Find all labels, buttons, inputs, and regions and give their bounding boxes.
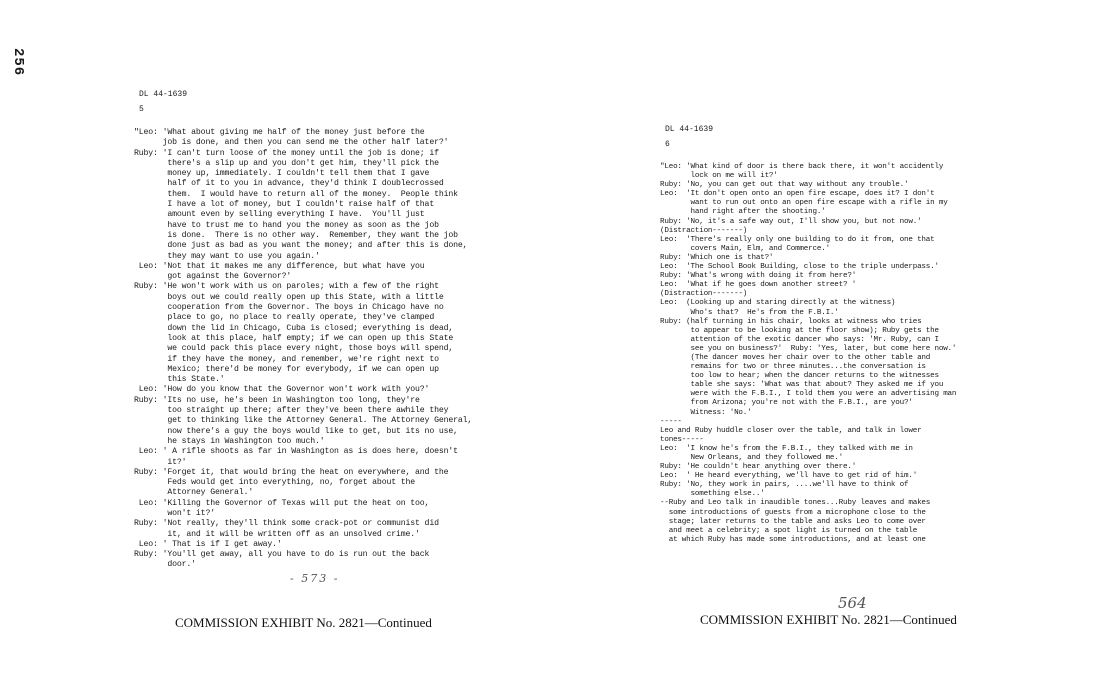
text-line: lock on me will it?' <box>660 172 778 181</box>
page-number: 256 <box>10 48 26 77</box>
text-line: (The dancer moves her chair over to the other table and <box>660 353 931 362</box>
text-line: Ruby: 'I can't turn loose of the money until the job is done; if <box>134 148 439 158</box>
text-line: half of it to you in advance, they'd think I doublecrossed <box>134 179 444 189</box>
text-line: hand right after the shooting.' <box>660 208 826 217</box>
text-line: "Leo: 'What about giving me half of the money just before the <box>134 128 425 137</box>
text-line: now there's a guy the boys would like to get, but its no use, <box>134 426 458 436</box>
handwritten-page-number: - 573 - <box>290 572 340 585</box>
text-line: they may want to use you again.' <box>134 251 320 261</box>
text-line: Leo: 'I know he's from the F.B.I., they talked with me in <box>660 444 913 453</box>
text-line: Ruby: 'You'll get away, all you have to do is run out the back <box>134 550 430 560</box>
text-line: Leo: (Looking up and staring directly at the witness) <box>660 299 896 308</box>
text-line: Feds would get into everything, no, forget about the <box>134 478 416 488</box>
text-line: New Orleans, and they followed me.' <box>660 454 843 462</box>
text-line: Ruby: 'No, you can get out that way without any trouble.' <box>660 181 909 190</box>
text-line: this State.' <box>134 375 225 385</box>
text-line: want to run out onto an open fire escape with a rifle in my <box>660 199 948 208</box>
text-line: see you on business?' Ruby: 'Yes, later, but come here now.' <box>660 344 957 353</box>
text-line: to appear to be looking at the floor show); Ruby gets the <box>660 326 939 335</box>
text-line: Leo: 'It don't open onto an open fire escape, does it? I don't <box>660 190 935 199</box>
text-line: Ruby: 'Not really, they'll think some crack-pot or communist did <box>134 519 439 529</box>
text-line: Leo: ' A rifle shoots as far in Washington as is does here, doesn't <box>134 447 458 457</box>
text-line: Attorney General.' <box>134 488 254 498</box>
text-line: Leo: 'The School Book Building, close to the triple underpass.' <box>660 263 939 272</box>
text-line: Leo: 'Not that it makes me any difference, but what have you <box>134 261 425 271</box>
text-line: done just as bad as you want the money; and after this is done, <box>134 241 468 251</box>
text-line: he stays in Washington too much.' <box>134 436 325 446</box>
text-line: amount even by selling everything I have. You'll just <box>134 210 425 220</box>
text-line: Ruby: 'He won't work with us on paroles; with a few of the right <box>134 282 439 292</box>
text-line: Who's that? He's from the F.B.I.' <box>660 308 839 317</box>
text-line: (Distraction-------) <box>660 226 748 235</box>
text-line: place to go, no place to really operate, they've clamped <box>134 313 435 323</box>
text-line: Leo: 'There's really only one building to do it from, one that <box>660 235 935 244</box>
text-line: tones----- <box>660 435 704 444</box>
text-line: Leo: 'How do you know that the Governor won't work with you?' <box>134 385 430 395</box>
right-page <box>660 125 1020 545</box>
text-line: Leo: 'What if he goes down another street? ' <box>660 281 857 290</box>
text-line: table she says: 'What was that about? They asked me if you <box>660 381 944 390</box>
text-line: some introductions of guests from a microphone close to the <box>660 508 926 517</box>
text-line: if they have the money, and remember, we're right next to <box>134 354 439 364</box>
transcript-text <box>660 163 1020 545</box>
text-line: Leo and Ruby huddle closer over the table, and talk in lower <box>660 426 922 435</box>
text-line: at which Ruby has made some introductions, and at least one <box>660 535 926 544</box>
text-line: "Leo: 'What kind of door is there back there, it won't accidently <box>660 163 944 171</box>
text-line: (Distraction-------) <box>660 290 748 299</box>
text-line: have to trust me to hand you the money as soon as the job <box>134 220 439 230</box>
text-line: Leo: ' That is if I get away.' <box>134 539 282 549</box>
page-marker: 5 <box>139 105 144 114</box>
text-line: I have a lot of money, but I couldn't raise half of that <box>134 200 435 210</box>
exhibit-caption: COMMISSION EXHIBIT No. 2821—Continued <box>700 612 957 627</box>
handwritten-page-number: 564 <box>838 594 867 612</box>
text-line: Ruby: 'Which one is that?' <box>660 253 774 262</box>
text-line: it?' <box>134 457 187 467</box>
text-line: it, and it will be written off as an unsolved crime.' <box>134 529 420 539</box>
text-line: Ruby: 'No, they work in pairs, ....we'll have to think of <box>660 481 909 490</box>
text-line: too low to hear; when the dancer returns to the witnesses <box>660 372 939 381</box>
transcript-text <box>134 128 529 571</box>
text-line: attention of the exotic dancer who says: 'Mr. Ruby, can I <box>660 335 939 344</box>
text-line: money up, immediately. I couldn't tell them that I gave <box>134 169 430 179</box>
text-line: Mexico; there'd be money for everybody, if we can open up <box>134 364 439 374</box>
text-line: is done. There is no other way. Remember, they want the job <box>134 230 458 240</box>
text-line: down the lid in Chicago, Cuba is closed; everything is dead, <box>134 323 454 333</box>
text-line: were with the F.B.I., I told them you were an advertising man <box>660 390 957 399</box>
left-page <box>134 90 529 571</box>
text-line: Leo: 'Killing the Governor of Texas will put the heat on too, <box>134 498 430 508</box>
text-line: Ruby: (half turning in his chair, looks at witness who tries <box>660 317 922 326</box>
text-line: covers Main, Elm, and Commerce.' <box>660 244 830 253</box>
text-line: ----- <box>660 417 682 426</box>
text-line: from Arizona; you're not with the F.B.I., are you?' <box>660 399 913 408</box>
text-line: Leo: ' He heard everything, we'll have to get rid of him.' <box>660 472 918 481</box>
text-line: get to thinking like the Attorney General. The Attorney General, <box>134 416 473 426</box>
text-line: Ruby: 'Forget it, that would bring the heat on everywhere, and the <box>134 467 449 477</box>
text-line: Witness: 'No.' <box>660 408 752 417</box>
text-line: them. I would have to return all of the money. People think <box>134 189 458 199</box>
text-line: door.' <box>134 560 196 570</box>
text-line: and meet a celebrity; a spot light is turned on the table <box>660 526 918 535</box>
text-line: cooperation from the Governor. The boys in Chicago have no <box>134 303 444 313</box>
page-marker: 6 <box>665 140 670 149</box>
doc-id: DL 44-1639 <box>665 125 714 134</box>
text-line: something else..' <box>660 490 765 499</box>
text-line: stage; later returns to the table and asks Leo to come over <box>660 517 926 526</box>
text-line: Ruby: 'Its no use, he's been in Washington too long, they're <box>134 395 420 405</box>
text-line: there's a slip up and you don't get him, they'll pick the <box>134 158 439 168</box>
text-line: Ruby: 'No, it's a safe way out, I'll show you, but not now.' <box>660 217 922 226</box>
exhibit-caption: COMMISSION EXHIBIT No. 2821—Continued <box>175 615 432 630</box>
text-line: won't it?' <box>134 508 215 518</box>
doc-id: DL 44-1639 <box>139 90 188 99</box>
text-line: Ruby: 'What's wrong with doing it from here?' <box>660 272 857 281</box>
text-line: Ruby: 'He couldn't hear anything over there.' <box>660 463 857 472</box>
text-line: job is done, and then you can send me the other half later?' <box>134 138 449 148</box>
text-line: too straight up there; after they've been there awhile they <box>134 406 449 416</box>
text-line: --Ruby and Leo talk in inaudible tones...Ruby leaves and makes <box>660 499 931 508</box>
text-line: we could pack this place every night, those boys will spend, <box>134 344 454 354</box>
text-line: look at this place, half empty; if we can open up this State <box>134 333 454 343</box>
text-line: boys out we could really open up this State, with a little <box>134 292 444 302</box>
text-line: got against the Governor?' <box>134 272 292 282</box>
text-line: remains for two or three minutes...the conversation is <box>660 363 926 372</box>
